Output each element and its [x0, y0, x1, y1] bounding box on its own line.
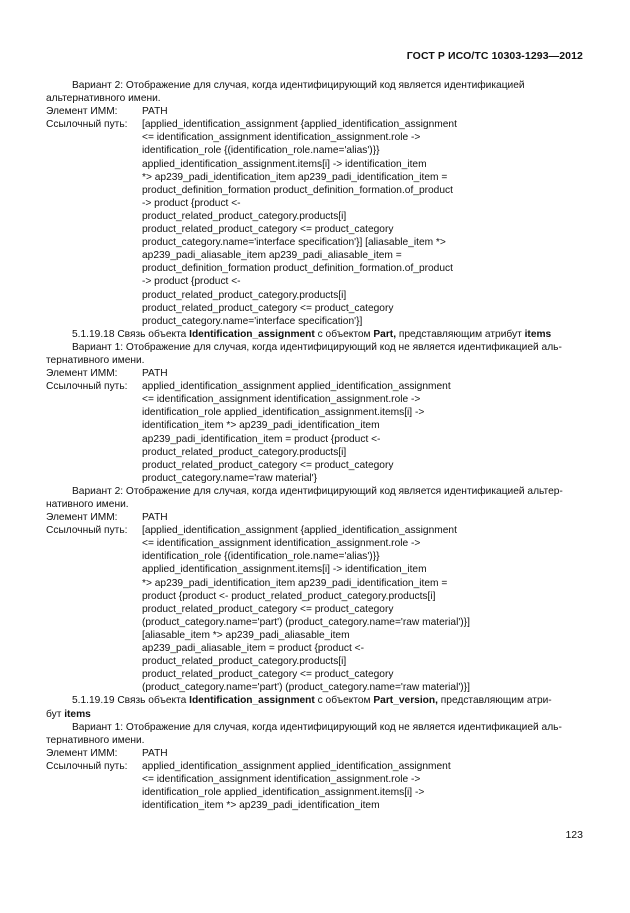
- page-number: 123: [565, 829, 583, 841]
- path-line: identification_role {(identification_role.name='alias')}}: [142, 145, 380, 157]
- path-line: product_related_product_category <= product_category: [142, 669, 394, 681]
- path-line: ap239_padi_aliasable_item = product {product <-: [142, 643, 365, 655]
- path-line: <= identification_assignment identification_assignment.role ->: [142, 132, 421, 144]
- imm-value: PATH: [142, 747, 168, 759]
- ref-path-label: Ссылочный путь:: [46, 525, 128, 537]
- standard-header: ГОСТ Р ИСО/ТС 10303-1293—2012: [406, 50, 583, 62]
- path-line: identification_item *> ap239_padi_identification_item: [142, 800, 380, 812]
- ref-path-lines: [142, 524, 584, 694]
- path-line: *> ap239_padi_identification_item ap239_padi_identification_item =: [142, 577, 448, 589]
- path-line: <= identification_assignment identification_assignment.role ->: [142, 773, 421, 785]
- path-line: <= identification_assignment identification_assignment.role ->: [142, 394, 421, 406]
- path-line: identification_role applied_identification_assignment.items[i] ->: [142, 787, 425, 799]
- imm-element-row: [46, 511, 584, 524]
- path-line: product_related_product_category.products[i]: [142, 289, 347, 301]
- path-line: product_related_product_category <= product_category: [142, 603, 394, 615]
- variant-intro: Вариант 1: Отображение для случая, когда идентифицирующий код не является идентификацией аль-: [72, 341, 562, 353]
- ref-path-label: Ссылочный путь:: [46, 760, 128, 772]
- ref-path-label: Ссылочный путь:: [46, 119, 128, 131]
- variant-intro-cont: тернативного имени.: [46, 354, 145, 366]
- imm-label: Элемент ИММ:: [46, 512, 118, 524]
- path-line: ap239_padi_identification_item = product {product <-: [142, 433, 381, 445]
- path-line: product_category.name='interface specification'}]: [142, 315, 363, 327]
- path-line: identification_role {(identification_role.name='alias')}}: [142, 551, 380, 563]
- path-line: -> product {product <-: [142, 276, 241, 288]
- path-line: product_related_product_category.products[i]: [142, 446, 347, 458]
- imm-element-row: [46, 105, 584, 118]
- path-line: ap239_padi_aliasable_item ap239_padi_aliasable_item =: [142, 250, 402, 262]
- path-line: applied_identification_assignment.items[i] -> identification_item: [142, 158, 427, 170]
- section-heading-5-1-19-19: 5.1.19.19 Связь объекта Identification_assignment с объектом Part_version, представляющим атри-: [72, 695, 552, 707]
- reference-path-row: [46, 118, 584, 328]
- path-line: product_definition_formation product_definition_formation.of_product: [142, 184, 453, 196]
- path-line: [applied_identification_assignment {applied_identification_assignment: [142, 525, 457, 537]
- path-line: <= identification_assignment identification_assignment.role ->: [142, 538, 421, 550]
- imm-label: Элемент ИММ:: [46, 106, 118, 118]
- imm-value: PATH: [142, 512, 168, 524]
- path-line: product {product <- product_related_product_category.products[i]: [142, 590, 436, 602]
- ref-path-label: Ссылочный путь:: [46, 381, 128, 393]
- variant-intro-cont: нативного имени.: [46, 499, 129, 510]
- path-line: product_related_product_category.products[i]: [142, 656, 347, 668]
- path-line: product_definition_formation product_definition_formation.of_product: [142, 263, 453, 275]
- variant-intro-cont: тернативного имени.: [46, 734, 145, 746]
- path-line: identification_role applied_identification_assignment.items[i] ->: [142, 407, 425, 419]
- path-line: product_related_product_category <= product_category: [142, 302, 394, 314]
- imm-label: Элемент ИММ:: [46, 368, 118, 380]
- imm-label: Элемент ИММ:: [46, 747, 118, 759]
- path-line: product_related_product_category.products[i]: [142, 210, 347, 222]
- imm-value: PATH: [142, 106, 168, 118]
- imm-value: PATH: [142, 368, 168, 380]
- path-line: applied_identification_assignment applied_identification_assignment: [142, 381, 451, 393]
- imm-element-row: [46, 747, 584, 760]
- reference-path-row: [46, 524, 584, 694]
- path-line: (product_category.name='part') (product_category.name='raw material')}]: [142, 616, 470, 628]
- path-line: identification_item *> ap239_padi_identification_item: [142, 420, 380, 432]
- path-line: product_related_product_category <= product_category: [142, 224, 394, 236]
- path-line: applied_identification_assignment applied_identification_assignment: [142, 760, 451, 772]
- path-line: product_category.name='raw material'}: [142, 472, 317, 484]
- variant-intro-cont: альтернативного имени.: [46, 93, 161, 105]
- ref-path-lines: [142, 118, 584, 328]
- path-line: product_category.name='interface specification'}] [aliasable_item *>: [142, 237, 446, 249]
- path-line: [applied_identification_assignment {applied_identification_assignment: [142, 119, 457, 131]
- ref-path-lines: [142, 380, 584, 485]
- path-line: [aliasable_item *> ap239_padi_aliasable_item: [142, 629, 350, 641]
- ref-path-lines: [142, 760, 584, 812]
- imm-element-row: [46, 367, 584, 380]
- document-body: [46, 79, 584, 812]
- section-heading-cont: бут items: [46, 708, 91, 720]
- path-line: -> product {product <-: [142, 197, 241, 209]
- variant-intro: Вариант 2: Отображение для случая, когда идентифицирующий код является идентификацией: [72, 80, 525, 91]
- reference-path-row: [46, 760, 584, 812]
- path-line: *> ap239_padi_identification_item ap239_padi_identification_item =: [142, 171, 448, 183]
- path-line: (product_category.name='part') (product_category.name='raw material')}]: [142, 682, 470, 694]
- variant-intro: Вариант 1: Отображение для случая, когда идентифицирующий код не является идентификацией аль-: [72, 721, 562, 733]
- reference-path-row: [46, 380, 584, 485]
- path-line: product_related_product_category <= product_category: [142, 459, 394, 471]
- path-line: applied_identification_assignment.items[i] -> identification_item: [142, 564, 427, 576]
- variant-intro: Вариант 2: Отображение для случая, когда идентифицирующий код является идентификацией альтер-: [72, 485, 563, 497]
- section-heading-5-1-19-18: 5.1.19.18 Связь объекта Identification_assignment с объектом Part, представляющим атрибут items: [72, 328, 552, 340]
